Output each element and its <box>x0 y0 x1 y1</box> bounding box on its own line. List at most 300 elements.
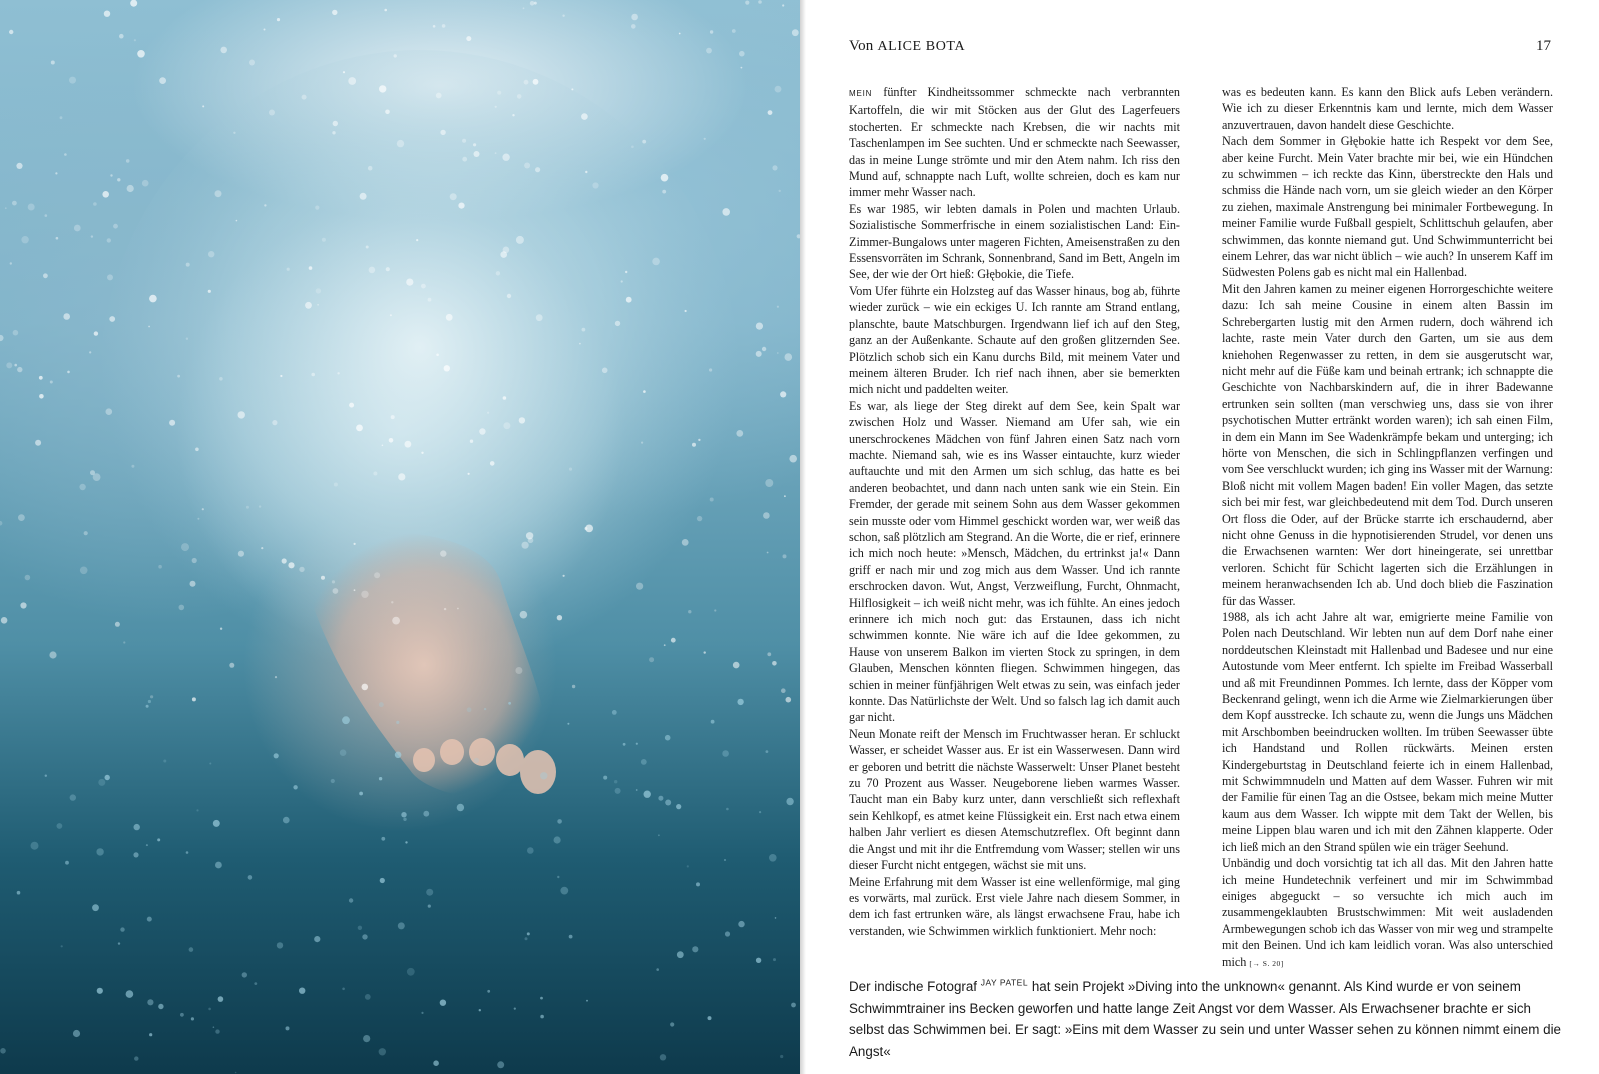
bubble <box>31 842 39 850</box>
bubble <box>631 14 638 21</box>
text-column-1 <box>849 84 1180 939</box>
bubble <box>687 865 689 867</box>
bubble <box>264 29 266 31</box>
bubble <box>446 314 453 321</box>
bubble <box>13 330 19 336</box>
bubble <box>643 390 646 393</box>
bubble <box>658 834 660 836</box>
bubble <box>28 204 35 211</box>
bubble <box>569 468 572 471</box>
bubble <box>379 702 384 707</box>
bubble <box>515 667 522 674</box>
bubble <box>398 922 405 929</box>
bubble <box>636 789 638 791</box>
bubble <box>733 662 740 669</box>
bubble <box>363 1035 370 1042</box>
bubble <box>497 1061 504 1068</box>
bubble <box>579 343 581 345</box>
bubble <box>524 80 529 85</box>
bubble <box>181 543 189 551</box>
bubble <box>238 411 245 418</box>
bubble <box>423 811 429 817</box>
paragraph: was es bedeuten kann. Es kann den Blick aufs Leben verändern. Wie ich zu dieser Erkenntnis kam und lernte, mich dem Wasser anzuvertrauen, davon handelt diese Geschichte. <box>1222 85 1553 132</box>
bubble <box>527 847 534 854</box>
bubble <box>782 4 784 6</box>
bubble <box>379 85 386 92</box>
bubble <box>61 945 63 947</box>
page-number: 17 <box>1536 38 1551 54</box>
bubble <box>467 707 472 712</box>
bubble <box>299 567 304 572</box>
bubble <box>386 267 390 271</box>
bubble <box>149 1033 152 1036</box>
bubble <box>107 274 113 280</box>
bubble <box>98 779 105 786</box>
bubble <box>768 110 773 115</box>
bubble <box>381 837 385 841</box>
bubble <box>602 368 608 374</box>
bubble <box>60 116 63 119</box>
bubble <box>665 800 671 806</box>
bubble <box>186 338 188 340</box>
bubble <box>242 972 247 977</box>
bubble <box>382 445 384 447</box>
bubble <box>736 430 743 437</box>
bubble <box>213 1026 215 1028</box>
bubble <box>585 525 593 533</box>
bubble <box>109 316 115 322</box>
bubble <box>474 758 479 763</box>
bubble <box>503 422 510 429</box>
bubble <box>25 575 31 581</box>
bubble <box>391 415 395 419</box>
bubble <box>286 1026 290 1030</box>
bubble <box>79 484 85 490</box>
bubble <box>514 1008 516 1010</box>
bubble <box>792 29 799 36</box>
bubble <box>403 818 406 821</box>
bubble <box>769 854 777 862</box>
bubble <box>10 262 12 264</box>
bubble <box>57 823 63 829</box>
bubble <box>704 138 706 140</box>
bubble <box>349 898 353 902</box>
bubble <box>89 351 91 353</box>
bubble <box>360 193 367 200</box>
bubble <box>208 290 211 293</box>
bubble <box>458 203 464 209</box>
bubble <box>426 889 433 896</box>
bubble <box>394 54 397 57</box>
bubble <box>342 716 350 724</box>
bubble <box>50 381 53 384</box>
bubble <box>385 110 390 115</box>
bubble <box>186 851 189 854</box>
paragraph-text: fünfter Kindheitssommer schmeckte nach verbrannten Kartoffeln, die wir mit Stöcken aus der Glut des Lagerfeuers stocherten. Er schmeckte nach Krebsen, die wir nachts mit Taschenlampen im See suchten. Und er schmeckte nach Seewasser, das in meine Lunge strömte und mir den Atem nahm. Ich riss den Mund auf, schnappte nach Luft, wollte schreien, doch es kam nur immer mehr Wasser nach. <box>849 85 1180 200</box>
bubble <box>65 861 69 865</box>
bubble <box>450 193 457 200</box>
bubble <box>317 304 319 306</box>
bubble <box>759 811 761 813</box>
bubble <box>179 605 185 611</box>
bubble <box>603 776 607 780</box>
bubble <box>789 455 797 463</box>
bubble <box>275 676 277 678</box>
bubble <box>93 202 97 206</box>
bubble <box>649 657 654 662</box>
bubble <box>365 994 371 1000</box>
bubble <box>779 190 781 192</box>
bubble <box>119 34 124 39</box>
bubble <box>177 375 180 378</box>
bubble <box>80 567 88 575</box>
bubble <box>557 819 562 824</box>
bubble <box>528 538 534 544</box>
bubble <box>17 367 22 372</box>
bubble <box>679 33 681 35</box>
bubble <box>362 684 369 691</box>
bubble <box>626 297 632 303</box>
bubble <box>781 688 786 693</box>
bubble <box>636 583 643 590</box>
bubble <box>436 354 439 357</box>
bubble <box>189 947 194 952</box>
bubble <box>20 602 26 608</box>
bubble <box>772 661 777 666</box>
bubble <box>74 225 81 232</box>
bubble <box>63 313 70 320</box>
bubble <box>236 220 238 222</box>
bubble <box>704 651 706 653</box>
bubble <box>220 628 222 630</box>
bubble <box>373 472 377 476</box>
bubble <box>444 608 446 610</box>
bubble <box>277 942 283 948</box>
bubble <box>332 10 337 15</box>
bubble <box>380 878 385 883</box>
author-line <box>849 38 965 55</box>
bubble <box>468 473 470 475</box>
bubble <box>523 7 525 9</box>
bubble <box>208 1008 211 1011</box>
bubble <box>190 581 196 587</box>
bubble <box>421 284 426 289</box>
bubble <box>612 710 617 715</box>
bubble <box>644 791 651 798</box>
photo-caption <box>849 976 1561 1062</box>
bubble <box>45 214 48 217</box>
bubble <box>6 362 12 368</box>
bubble <box>766 750 769 753</box>
bubble <box>560 887 568 895</box>
bubble <box>433 25 436 28</box>
bubble <box>786 798 793 805</box>
bubble <box>562 15 564 17</box>
bubble <box>407 968 415 976</box>
bubble <box>502 154 509 161</box>
bubble <box>780 1055 783 1058</box>
bubble <box>118 942 120 944</box>
bubble <box>137 50 145 58</box>
bubble <box>397 140 404 147</box>
bubble <box>396 721 399 724</box>
bubble <box>302 95 307 100</box>
bubble <box>130 0 137 7</box>
bubble <box>126 159 130 163</box>
bubble <box>196 809 198 811</box>
bubble <box>163 760 166 763</box>
bubble <box>149 295 157 303</box>
bubble <box>215 862 222 869</box>
bubble <box>490 461 495 466</box>
bubble <box>69 77 76 84</box>
bubble <box>220 47 227 54</box>
bubble <box>264 204 266 206</box>
bubble <box>340 749 347 756</box>
bubble <box>43 273 48 278</box>
bubble <box>159 77 166 84</box>
bubble <box>706 48 712 54</box>
bubble <box>457 804 464 811</box>
bubble <box>208 251 214 257</box>
bubble <box>585 171 587 173</box>
bubble <box>508 702 511 705</box>
bubble <box>652 258 660 266</box>
bubble <box>146 844 148 846</box>
bubble <box>767 652 771 656</box>
bubble <box>354 543 356 545</box>
bubble <box>540 1015 544 1019</box>
text-column-2 <box>1222 84 1553 972</box>
bubble <box>311 373 315 377</box>
bubble <box>708 1016 712 1020</box>
bubble <box>535 167 540 172</box>
bubble <box>692 443 696 447</box>
bubble <box>51 61 55 65</box>
bubble <box>440 130 445 135</box>
bubble <box>331 779 335 783</box>
bubble <box>442 24 446 28</box>
bubble <box>254 982 257 985</box>
bubble <box>374 572 380 578</box>
bubble <box>540 997 543 1000</box>
bubble <box>248 875 253 880</box>
bubble <box>192 697 196 701</box>
paragraph: Vom Ufer führte ein Holzsteg auf das Wasser hinaus, bog ab, führte wieder zurück – wie ein eckiges U. Ich rannte am Strand entlang, planschte, baute Matschburgen. Irgendwann lief ich auf den Steg, ganz an der Außenkante. Schaute auf den großen glitzernden See. Plötzlich schob sich ein Kanu durchs Bild, mit meinem Vater und meinem älteren Bruder. Ich rief nach ihnen, aber sie bemerkten mich nicht und paddelten weiter. <box>849 283 1180 397</box>
bubble <box>384 9 387 12</box>
bubble <box>147 917 152 922</box>
bubble <box>656 968 659 971</box>
bubble <box>102 191 109 198</box>
bubble <box>527 932 530 935</box>
bubble <box>343 71 345 73</box>
bubble <box>473 143 476 146</box>
bubble <box>209 763 211 765</box>
bubble <box>530 1 535 6</box>
bubble <box>390 314 392 316</box>
bubble <box>113 224 118 229</box>
bubble <box>134 1056 138 1060</box>
bubble <box>726 808 729 811</box>
bubble <box>115 622 120 627</box>
bubble <box>641 442 643 444</box>
bubble <box>625 271 627 273</box>
bubble <box>106 408 113 415</box>
bubble <box>557 615 562 620</box>
bubble <box>158 565 162 569</box>
bubble <box>213 820 220 827</box>
paragraph: Neun Monate reift der Mensch im Fruchtwasser heran. Er schluckt Wasser, er scheidet Wasser aus. Er ist ein Wasserwesen. Dann wird er geboren und betritt die nächste Wasserwelt: Unser Planet besteht zu 70 Prozent aus Wasser. Neugeborene lieben warmes Wasser. Taucht man ein Baby kurz unter, dann verschließt sich reflexhaft sein Kehlkopf, es atmet keine Flüssigkeit ein. Erst nach etwa einem halben Jahr verliert es diesen Atemschutzreflex. Oft beginnt dann die Angst und mit ihr die Entfremdung vom Wasser; stellen wir uns dieser Furcht nicht entgegen, wächst sie mit uns. <box>849 726 1180 873</box>
bubble <box>737 699 743 705</box>
bubble <box>316 288 321 293</box>
bubble <box>520 611 528 619</box>
bubble <box>356 425 363 432</box>
bubble <box>359 792 363 796</box>
paragraph: Nach dem Sommer in Głębokie hatte ich Respekt vor dem See, aber keine Furcht. Mein Vater brachte mir bei, wie ein Hündchen zu schwimmen – ich reckte das Kinn, überstreckte den Hals und schmiss die Hände nach vorn, um sie gleich wieder an den Körper zu ziehen, maximale Anstrengung bei minimaler Fortbewegung. In meiner Familie wurde Fußball gespielt, Schlittschuh gelaufen, aber schwimmen, das konnte niemand gut. Und Schwimmunterricht bei einem Lehrer, das war nicht üblich – wie auch? In unserem Kaff im Südwesten Polens gab es nicht mal ein Hallenbad. <box>1222 134 1553 280</box>
bubble <box>379 1048 386 1055</box>
bubble <box>440 550 446 556</box>
bubble <box>495 106 497 108</box>
bubble <box>17 891 21 895</box>
bubble <box>405 441 412 448</box>
bubble <box>398 473 405 480</box>
bubble <box>682 539 689 546</box>
bubble <box>107 238 111 242</box>
bubble <box>94 331 98 335</box>
bubble <box>70 794 76 800</box>
bubble <box>725 931 730 936</box>
bubble <box>428 905 431 908</box>
bubble <box>785 353 793 361</box>
bubble <box>709 368 712 371</box>
bubble <box>249 60 255 66</box>
bubble <box>516 236 524 244</box>
bubble <box>391 601 393 603</box>
bubble <box>333 588 339 594</box>
bubble <box>462 139 466 143</box>
bubble <box>615 321 620 326</box>
bubble <box>104 11 110 17</box>
bubble <box>157 838 160 841</box>
bubble <box>457 608 459 610</box>
bubble <box>724 859 726 861</box>
bubble <box>146 705 149 708</box>
bubble <box>533 79 539 85</box>
bubble <box>105 775 110 780</box>
bubble <box>569 935 573 939</box>
bubble <box>444 365 450 371</box>
bubble <box>362 934 367 939</box>
bubble <box>293 785 297 789</box>
caption-text-after: hat sein Projekt »Diving into the unknown« genannt. Als Kind wurde er von seinem Schwimmtrainer ins Becken geworfen und hatte lange Zeit Angst vor dem Wasser. Als Erwachsener brachte er sich selbst das Schwimmen bei. Er sagt: »Eins mit dem Wasser zu sein und unter Wasser sehen zu können nimmt einem die Angst« <box>849 979 1561 1059</box>
bubble <box>150 695 153 698</box>
bubble <box>487 412 489 414</box>
bubble <box>554 836 561 843</box>
bubble <box>197 518 199 520</box>
bubble <box>5 207 7 209</box>
bubble <box>722 208 730 216</box>
bubble <box>696 882 700 886</box>
bubble <box>148 326 150 328</box>
bubble <box>636 743 638 745</box>
bubble <box>39 394 44 399</box>
bubble <box>277 18 280 21</box>
bubble <box>45 775 47 777</box>
bubble <box>169 420 175 426</box>
bubble <box>64 153 67 156</box>
bubble <box>470 440 473 443</box>
bubble <box>763 512 770 519</box>
bubble <box>592 182 598 188</box>
bubble <box>1 617 8 624</box>
bubble <box>186 263 190 267</box>
bubble <box>677 951 684 958</box>
bubble <box>722 750 729 757</box>
bubble <box>641 759 647 765</box>
bubble <box>428 298 432 302</box>
bubble <box>479 428 485 434</box>
bubble <box>536 314 543 321</box>
bubble <box>466 36 471 41</box>
bubble <box>775 917 777 919</box>
bubble <box>148 700 151 703</box>
bubble <box>623 743 626 746</box>
paragraph: Meine Erfahrung mit dem Wasser ist eine wellenförmige, mal ging es vorwärts, mal zurück. Erst viele Jahre nach diesem Sommer, in dem ich fast ertrunken wäre, als längst erwachsene Frau, habe ich verstanden, wie Schwimmen wirklich funktioniert. Mehr noch: <box>849 874 1180 938</box>
bubble <box>462 157 467 162</box>
bubble <box>287 268 290 271</box>
bubble <box>758 0 762 4</box>
bubble <box>126 990 134 998</box>
bubble <box>525 937 528 940</box>
bubble <box>123 641 125 643</box>
paragraph: Mit den Jahren kamen zu meiner eigenen Horrorgeschichte weitere dazu: Ich sah meine Cousine in einem alten Bassin im Schrebergarten lustig mit den Armen rudern, doch während ich lachte, raste mein Vater durch den Garten, um sie aus dem kniehohen Regenwasser zu retten, in dem sie ausgerutscht war, nicht mehr auf die Füße kam und beinah ertrank; ich schnappte die Geschichte von Nachbarskindern auf, die in ihrer Badewanne ertrunken sein sollten (man verschwieg uns, dass sie von ihrer psychotischen Mutter ertränkt worden waren); ich sah einen Film, in dem ein Mann im See Wadenkrämpfe bekam und unterging; ich hörte von Menschen, die sich in Schlingpflanzen verfingen und vom See verschluckt wurden; ich ging ins Wasser mit der Warnung: Bloß nicht mit vollem Magen baden! Ein voller Magen, das setzte sich bei mir fest, war gleichbedeutend mit dem Tod. Durch unseren Ort floss die Oder, auf der Brücke starrte ich erschaudernd, aber nicht ohne Genuss in die hypnotisierenden Strudel, vor denen uns die Erwachsenen warnten: Wer dort hineingerate, sei unrettbar verloren. Schicht für Schicht lagerten sich die Erzählungen in meinem heranwachsenden Ich ab. Und doch blieb die Faszination für das Wasser. <box>1222 281 1553 608</box>
bubble <box>615 788 621 794</box>
continuation-marker: [→ S. 20] <box>1249 958 1284 968</box>
bubble <box>238 551 244 557</box>
bubble <box>288 562 294 568</box>
bubble <box>710 498 714 502</box>
bubble <box>519 417 525 423</box>
bubble <box>773 958 776 961</box>
bubble <box>369 267 376 274</box>
bubble <box>261 547 263 549</box>
bubble <box>421 452 423 454</box>
bubble <box>134 39 136 41</box>
bubble <box>134 824 140 830</box>
bubble <box>14 364 17 367</box>
bubble <box>392 617 400 625</box>
bubble <box>379 777 382 780</box>
bubble <box>333 121 338 126</box>
bubble <box>670 1022 674 1026</box>
bubble <box>202 508 204 510</box>
bubble <box>337 372 339 374</box>
bubble <box>517 94 522 99</box>
bubble <box>563 575 565 577</box>
bubble <box>314 936 320 942</box>
bubble <box>614 780 617 783</box>
bubble <box>772 165 777 170</box>
paragraph: 1988, als ich acht Jahre alt war, emigrierte meine Familie von Polen nach Deutschland. Wir lebten nun auf dem Dorf nahe einer norddeutschen Kleinstadt mit Hallenbad und Badesee und nur eine Autostunde vom Meer entfernt. Ich spielte im Freibad Wasserball und aß mit Freundinnen Pommes. Ich lernte, dass der Köpper vom Beckenrand gelingt, wenn ich die Arme wie Zielmarkierungen über dem Kopf ausstrecke. Ich schaute zu, wenn die Jungs uns Mädchen mit Arschbomben beeindrucken wollten. Im trüben Seewasser übte ich Handstand und Rollen rückwärts. Meinen ersten Kindergeburtstag in Deutschland feierte ich in einem Hallenbad, mit Schwimmnudeln und Matten auf dem Wasser. Fuhren wir mit der Familie für einen Tag an die Ostsee, bekam mich meine Mutter kaum aus dem Wasser. Ich wippte mit dem Takt der Wellen, bis meine Lippen blau waren und ich mit den Zähnen klapperte. Oder ich ließ mich an den Strand spülen wie ein träger Seehund. <box>1222 610 1553 854</box>
bubble <box>235 1072 237 1074</box>
bubble <box>309 266 313 270</box>
bubble <box>354 589 356 591</box>
bubble <box>661 174 669 182</box>
bubble <box>401 812 406 817</box>
bubble <box>67 371 70 374</box>
bubble <box>665 735 671 741</box>
bubble <box>738 921 744 927</box>
